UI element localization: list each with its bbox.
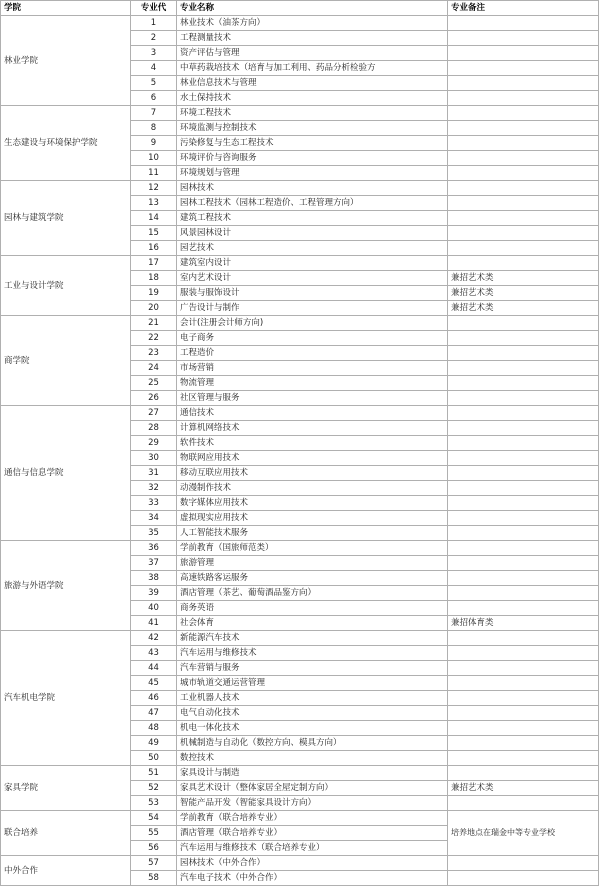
name-cell: 电子商务 bbox=[177, 331, 448, 346]
name-cell: 资产评估与管理 bbox=[177, 46, 448, 61]
note-cell bbox=[448, 721, 599, 736]
college-cell: 联合培养 bbox=[1, 811, 131, 856]
code-cell: 8 bbox=[131, 121, 177, 136]
code-cell: 44 bbox=[131, 661, 177, 676]
note-cell bbox=[448, 736, 599, 751]
code-cell: 34 bbox=[131, 511, 177, 526]
code-cell: 48 bbox=[131, 721, 177, 736]
name-cell: 水土保持技术 bbox=[177, 91, 448, 106]
code-cell: 26 bbox=[131, 391, 177, 406]
code-cell: 45 bbox=[131, 676, 177, 691]
name-cell: 物联网应用技术 bbox=[177, 451, 448, 466]
note-cell: 兼招体育类 bbox=[448, 616, 599, 631]
code-cell: 43 bbox=[131, 646, 177, 661]
code-cell: 36 bbox=[131, 541, 177, 556]
note-cell bbox=[448, 241, 599, 256]
note-cell bbox=[448, 136, 599, 151]
note-cell bbox=[448, 31, 599, 46]
code-cell: 53 bbox=[131, 796, 177, 811]
code-cell: 2 bbox=[131, 31, 177, 46]
header-code: 专业代 bbox=[131, 1, 177, 16]
code-cell: 50 bbox=[131, 751, 177, 766]
code-cell: 17 bbox=[131, 256, 177, 271]
note-cell bbox=[448, 601, 599, 616]
note-cell bbox=[448, 766, 599, 781]
name-cell: 汽车运用与维修技术 bbox=[177, 646, 448, 661]
header-row bbox=[1, 1, 599, 16]
code-cell: 42 bbox=[131, 631, 177, 646]
code-cell: 9 bbox=[131, 136, 177, 151]
college-cell: 工业与设计学院 bbox=[1, 256, 131, 316]
name-cell: 林业信息技术与管理 bbox=[177, 76, 448, 91]
name-cell: 汽车营销与服务 bbox=[177, 661, 448, 676]
code-cell: 1 bbox=[131, 16, 177, 31]
note-cell bbox=[448, 541, 599, 556]
college-cell: 林业学院 bbox=[1, 16, 131, 106]
code-cell: 12 bbox=[131, 181, 177, 196]
code-cell: 57 bbox=[131, 856, 177, 871]
table-row bbox=[1, 406, 599, 421]
name-cell: 中草药栽培技术（培育与加工利用、药品分析检验方 bbox=[177, 61, 448, 76]
header-college: 学院 bbox=[1, 1, 131, 16]
note-cell: 兼招艺术类 bbox=[448, 781, 599, 796]
code-cell: 39 bbox=[131, 586, 177, 601]
name-cell: 园林技术 bbox=[177, 181, 448, 196]
code-cell: 31 bbox=[131, 466, 177, 481]
name-cell: 新能源汽车技术 bbox=[177, 631, 448, 646]
name-cell: 园艺技术 bbox=[177, 241, 448, 256]
code-cell: 35 bbox=[131, 526, 177, 541]
name-cell: 动漫制作技术 bbox=[177, 481, 448, 496]
college-cell: 生态建设与环境保护学院 bbox=[1, 106, 131, 181]
note-cell bbox=[448, 256, 599, 271]
note-cell bbox=[448, 631, 599, 646]
note-cell: 兼招艺术类 bbox=[448, 271, 599, 286]
note-cell bbox=[448, 691, 599, 706]
name-cell: 工程造价 bbox=[177, 346, 448, 361]
name-cell: 机械制造与自动化（数控方向、模具方向） bbox=[177, 736, 448, 751]
header-note: 专业备注 bbox=[448, 1, 599, 16]
name-cell: 软件技术 bbox=[177, 436, 448, 451]
table-row bbox=[1, 16, 599, 31]
note-cell bbox=[448, 676, 599, 691]
note-cell bbox=[448, 376, 599, 391]
code-cell: 3 bbox=[131, 46, 177, 61]
note-cell bbox=[448, 466, 599, 481]
note-cell bbox=[448, 16, 599, 31]
name-cell: 旅游管理 bbox=[177, 556, 448, 571]
table-row bbox=[1, 631, 599, 646]
name-cell: 家具设计与制造 bbox=[177, 766, 448, 781]
name-cell: 城市轨道交通运营管理 bbox=[177, 676, 448, 691]
name-cell: 电气自动化技术 bbox=[177, 706, 448, 721]
college-cell: 汽车机电学院 bbox=[1, 631, 131, 766]
code-cell: 21 bbox=[131, 316, 177, 331]
college-cell: 园林与建筑学院 bbox=[1, 181, 131, 256]
code-cell: 41 bbox=[131, 616, 177, 631]
note-cell bbox=[448, 226, 599, 241]
note-cell: 兼招艺术类 bbox=[448, 286, 599, 301]
college-cell: 旅游与外语学院 bbox=[1, 541, 131, 631]
code-cell: 38 bbox=[131, 571, 177, 586]
code-cell: 55 bbox=[131, 826, 177, 841]
code-cell: 16 bbox=[131, 241, 177, 256]
code-cell: 49 bbox=[131, 736, 177, 751]
name-cell: 室内艺术设计 bbox=[177, 271, 448, 286]
name-cell: 环境规划与管理 bbox=[177, 166, 448, 181]
name-cell: 虚拟现实应用技术 bbox=[177, 511, 448, 526]
table-row bbox=[1, 811, 599, 826]
code-cell: 14 bbox=[131, 211, 177, 226]
name-cell: 学前教育（国旅师范类） bbox=[177, 541, 448, 556]
name-cell: 数控技术 bbox=[177, 751, 448, 766]
college-cell: 通信与信息学院 bbox=[1, 406, 131, 541]
code-cell: 52 bbox=[131, 781, 177, 796]
code-cell: 29 bbox=[131, 436, 177, 451]
note-cell bbox=[448, 76, 599, 91]
name-cell: 市场营销 bbox=[177, 361, 448, 376]
name-cell: 广告设计与制作 bbox=[177, 301, 448, 316]
note-cell bbox=[448, 661, 599, 676]
name-cell: 人工智能技术服务 bbox=[177, 526, 448, 541]
note-cell bbox=[448, 166, 599, 181]
table-row bbox=[1, 181, 599, 196]
note-cell bbox=[448, 436, 599, 451]
code-cell: 18 bbox=[131, 271, 177, 286]
name-cell: 汽车运用与维修技术（联合培养专业） bbox=[177, 841, 448, 856]
code-cell: 25 bbox=[131, 376, 177, 391]
note-cell bbox=[448, 331, 599, 346]
table-row bbox=[1, 256, 599, 271]
name-cell: 园林技术（中外合作） bbox=[177, 856, 448, 871]
note-cell bbox=[448, 511, 599, 526]
note-cell bbox=[448, 796, 599, 811]
code-cell: 40 bbox=[131, 601, 177, 616]
code-cell: 4 bbox=[131, 61, 177, 76]
note-cell bbox=[448, 571, 599, 586]
code-cell: 24 bbox=[131, 361, 177, 376]
name-cell: 建筑工程技术 bbox=[177, 211, 448, 226]
name-cell: 数字媒体应用技术 bbox=[177, 496, 448, 511]
note-cell bbox=[448, 496, 599, 511]
code-cell: 5 bbox=[131, 76, 177, 91]
name-cell: 建筑室内设计 bbox=[177, 256, 448, 271]
note-cell bbox=[448, 526, 599, 541]
code-cell: 30 bbox=[131, 451, 177, 466]
college-cell: 商学院 bbox=[1, 316, 131, 406]
code-cell: 19 bbox=[131, 286, 177, 301]
name-cell: 社区管理与服务 bbox=[177, 391, 448, 406]
name-cell: 智能产品开发（智能家具设计方向） bbox=[177, 796, 448, 811]
note-cell bbox=[448, 391, 599, 406]
note-cell bbox=[448, 361, 599, 376]
code-cell: 33 bbox=[131, 496, 177, 511]
name-cell: 服装与服饰设计 bbox=[177, 286, 448, 301]
code-cell: 46 bbox=[131, 691, 177, 706]
name-cell: 计算机网络技术 bbox=[177, 421, 448, 436]
note-cell bbox=[448, 586, 599, 601]
note-cell bbox=[448, 481, 599, 496]
name-cell: 机电一体化技术 bbox=[177, 721, 448, 736]
name-cell: 林业技术（油茶方向） bbox=[177, 16, 448, 31]
code-cell: 28 bbox=[131, 421, 177, 436]
note-cell bbox=[448, 196, 599, 211]
code-cell: 15 bbox=[131, 226, 177, 241]
note-cell bbox=[448, 316, 599, 331]
name-cell: 学前教育（联合培养专业） bbox=[177, 811, 448, 826]
note-cell: 培养地点在瑞金中等专业学校 bbox=[448, 811, 599, 856]
code-cell: 7 bbox=[131, 106, 177, 121]
code-cell: 10 bbox=[131, 151, 177, 166]
name-cell: 会计(注册会计师方向) bbox=[177, 316, 448, 331]
code-cell: 13 bbox=[131, 196, 177, 211]
code-cell: 32 bbox=[131, 481, 177, 496]
table-row bbox=[1, 856, 599, 871]
code-cell: 51 bbox=[131, 766, 177, 781]
note-cell bbox=[448, 451, 599, 466]
name-cell: 园林工程技术（园林工程造价、工程管理方向） bbox=[177, 196, 448, 211]
name-cell: 环境工程技术 bbox=[177, 106, 448, 121]
table-row bbox=[1, 106, 599, 121]
name-cell: 高速铁路客运服务 bbox=[177, 571, 448, 586]
name-cell: 环境评价与咨询服务 bbox=[177, 151, 448, 166]
note-cell bbox=[448, 421, 599, 436]
note-cell bbox=[448, 646, 599, 661]
note-cell bbox=[448, 61, 599, 76]
name-cell: 环境监测与控制技术 bbox=[177, 121, 448, 136]
name-cell: 酒店管理（联合培养专业） bbox=[177, 826, 448, 841]
note-cell bbox=[448, 406, 599, 421]
name-cell: 酒店管理（茶艺、葡萄酒品鉴方向） bbox=[177, 586, 448, 601]
code-cell: 54 bbox=[131, 811, 177, 826]
college-cell: 家具学院 bbox=[1, 766, 131, 811]
note-cell bbox=[448, 211, 599, 226]
name-cell: 污染修复与生态工程技术 bbox=[177, 136, 448, 151]
name-cell: 工程测量技术 bbox=[177, 31, 448, 46]
note-cell bbox=[448, 181, 599, 196]
header-name: 专业名称 bbox=[177, 1, 448, 16]
name-cell: 汽车电子技术（中外合作） bbox=[177, 871, 448, 886]
table-row bbox=[1, 766, 599, 781]
name-cell: 风景园林设计 bbox=[177, 226, 448, 241]
name-cell: 工业机器人技术 bbox=[177, 691, 448, 706]
code-cell: 37 bbox=[131, 556, 177, 571]
table-row bbox=[1, 316, 599, 331]
table-row bbox=[1, 541, 599, 556]
name-cell: 商务英语 bbox=[177, 601, 448, 616]
code-cell: 58 bbox=[131, 871, 177, 886]
code-cell: 56 bbox=[131, 841, 177, 856]
note-cell bbox=[448, 121, 599, 136]
note-cell bbox=[448, 871, 599, 886]
name-cell: 通信技术 bbox=[177, 406, 448, 421]
name-cell: 社会体育 bbox=[177, 616, 448, 631]
note-cell bbox=[448, 46, 599, 61]
note-cell bbox=[448, 106, 599, 121]
note-cell bbox=[448, 706, 599, 721]
note-cell bbox=[448, 856, 599, 871]
code-cell: 23 bbox=[131, 346, 177, 361]
name-cell: 移动互联应用技术 bbox=[177, 466, 448, 481]
note-cell bbox=[448, 751, 599, 766]
name-cell: 物流管理 bbox=[177, 376, 448, 391]
note-cell: 兼招艺术类 bbox=[448, 301, 599, 316]
table-body bbox=[1, 16, 599, 886]
code-cell: 20 bbox=[131, 301, 177, 316]
code-cell: 22 bbox=[131, 331, 177, 346]
note-cell bbox=[448, 556, 599, 571]
code-cell: 27 bbox=[131, 406, 177, 421]
name-cell: 家具艺术设计（整体家居全屋定制方向） bbox=[177, 781, 448, 796]
code-cell: 47 bbox=[131, 706, 177, 721]
note-cell bbox=[448, 346, 599, 361]
note-cell bbox=[448, 151, 599, 166]
code-cell: 6 bbox=[131, 91, 177, 106]
code-cell: 11 bbox=[131, 166, 177, 181]
college-cell: 中外合作 bbox=[1, 856, 131, 886]
note-cell bbox=[448, 91, 599, 106]
